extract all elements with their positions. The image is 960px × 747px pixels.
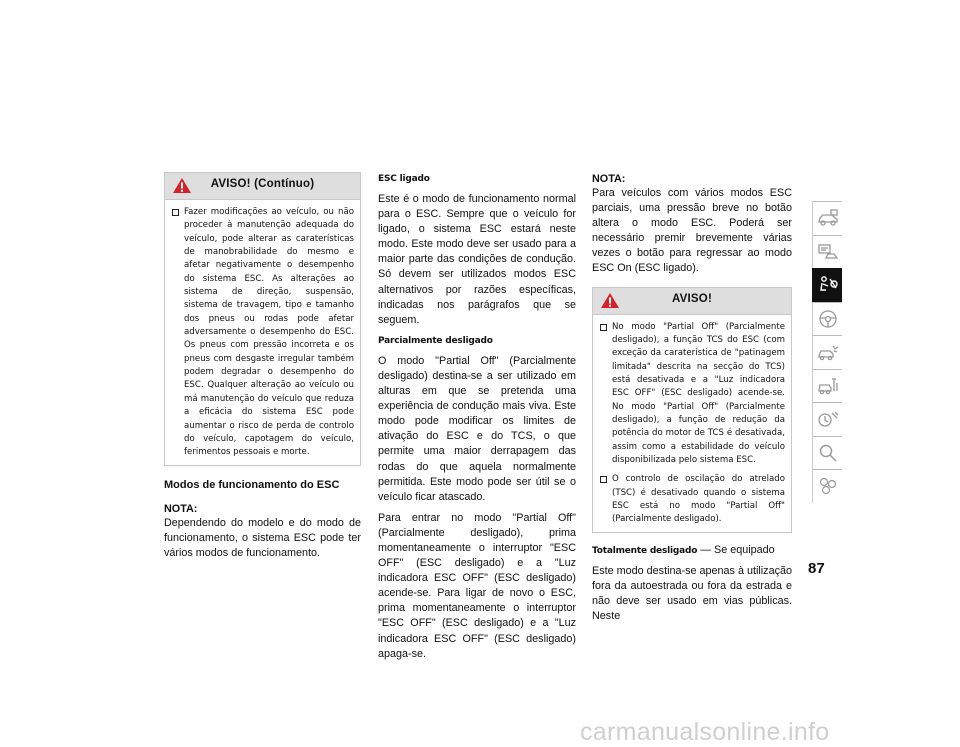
tab-service[interactable]	[812, 402, 842, 436]
subheading-full-off: Totalmente desligado	[592, 545, 698, 556]
warning-bullet	[171, 206, 354, 460]
bullet-square-icon	[172, 209, 179, 216]
warning-header	[165, 173, 360, 200]
warning-box-continued	[164, 172, 361, 466]
subheading-esc-on: ESC ligado	[378, 174, 430, 184]
column-left	[164, 172, 361, 561]
tab-dashboard[interactable]	[812, 235, 842, 269]
paragraph-esc-on: Este é o modo de funcionamento normal para o ESC. Sempre que o veículo for ligado, o sistema ESC estará neste modo. Este modo deve ser usado para a maior parte das condições de condução. Só devem ser utilizados modos ESC alternativos por razões específicas, indicadas nos parágrafos que se seguem.	[378, 193, 576, 326]
bullet-square-icon	[600, 324, 607, 331]
note-label: NOTA:	[592, 173, 626, 185]
car-service-icon	[817, 410, 839, 428]
page-number: 87	[808, 560, 825, 577]
tab-safety[interactable]	[812, 268, 842, 302]
tab-maintenance[interactable]	[812, 369, 842, 403]
warning-bullet	[599, 473, 785, 526]
note-text: Para veículos com vários modos ESC parciais, uma pressão breve no botão altera o modo ESC. Poderá ser necessário premir brevemente várias vezes o botão para regressar ao modo ESC On (ESC ligado).	[592, 187, 792, 275]
paragraph-full-off: Este modo destina-se apenas à utilização fora da autoestrada ou fora da estrada e não deve ser usado em vias públicas. Neste	[592, 564, 792, 622]
warning-body	[593, 315, 791, 532]
warning-bullet-text: Fazer modificações ao veículo, ou não proceder à manutenção adequada do veículo, pode alterar as caraterísticas de manobrabilidade do mesmo e afetar negativamente o desempenho do sistema ESC. As alterações ao sistema de direção, suspensão, sistema de travagem, tipo e tamanho dos pneus ou rodas pode afetar adversamente o desempenho do ESC. Os pneus com pressão incorreta e os pneus com desgaste irregular também podem degradar o desempenho do ESC. Qualquer alteração ao veículo ou má manutenção do veículo que reduza a eficácia do sistema ESC pode aumentar o risco de perda de controlo do veículo, capotagem do veículo, ferimentos pessoais e morte.	[184, 207, 354, 458]
car-maintenance-icon	[817, 377, 839, 395]
column-middle	[378, 172, 576, 662]
warning-bullet	[599, 321, 785, 468]
car-crash-icon	[817, 343, 839, 361]
tab-driving[interactable]	[812, 302, 842, 336]
subheading-full-off-line	[592, 543, 792, 559]
subheading-partial-off: Parcialmente desligado	[378, 335, 493, 346]
warning-title: AVISO! (Contínuo)	[210, 178, 315, 190]
chapter-tabs	[812, 201, 842, 503]
warning-title: AVISO!	[672, 292, 712, 305]
multilanguage-icon	[817, 476, 839, 496]
warning-box	[592, 287, 792, 533]
warning-bullet-text: O controlo de oscilação do atrelado (TSC) é desativado quando o sistema ESC está no modo "Partial Off" (Parcialmente desligado).	[612, 474, 785, 525]
paragraph-enter-partial-off: Para entrar no modo "Partial Off" (Parcialmente desligado), prima momentaneamente o interruptor "ESC OFF" (ESC desligado) e a "Luz indicadora ESC OFF" (ESC desligado) acende-se. Para ligar de novo o ESC, prima momentaneamente o interruptor "ESC OFF" (ESC desligado) e a "Luz indicadora ESC OFF" (ESC desligado) apaga-se.	[378, 511, 576, 660]
steering-wheel-icon	[817, 309, 839, 329]
subheading-suffix: — Se equipado	[697, 543, 775, 556]
bullet-square-icon	[600, 476, 607, 483]
warning-body	[165, 200, 360, 465]
tab-search[interactable]	[812, 436, 842, 470]
tab-car-info[interactable]	[812, 201, 842, 235]
dashboard-message-icon	[817, 243, 839, 261]
note-label: NOTA:	[164, 502, 198, 515]
car-info-icon	[817, 209, 839, 227]
section-heading: Modos de funcionamento do ESC	[164, 478, 340, 491]
search-icon	[817, 443, 839, 463]
warning-bullet-text: No modo "Partial Off" (Parcialmente desligado), a função TCS do ESC (com exceção da caraterística de "patinagem limitada" descrita na secção do TCS) está desativada e a "Luz indicadora ESC OFF" (ESC desligado) acende-se. No modo "Partial Off" (Parcialmente desligado), a função de redução da potência do motor de TCS é desativada, assim como a estabilidade do veículo disponibilizada pelo sistema ESC.	[612, 321, 785, 465]
column-right	[592, 172, 792, 624]
tab-languages[interactable]	[812, 469, 842, 503]
tab-emergency[interactable]	[812, 335, 842, 369]
airbag-safety-icon	[817, 275, 839, 295]
watermark: carmanualsonline.info	[580, 718, 830, 746]
note-text: Dependendo do modelo e do modo de funcionamento, o sistema ESC pode ter vários modos de funcionamento.	[164, 516, 361, 559]
paragraph-partial-off: O modo "Partial Off" (Parcialmente desligado) destina-se a ser utilizado em alturas em que se pretenda uma experiência de condução mais viva. Este modo pode modificar os limites de ativação do ESC e do TCS, o que permite uma maior derrapagem das rodas do que aquela normalmente permitida. Este modo pode ser útil se o veículo ficar atascado.	[378, 354, 576, 503]
warning-header	[593, 288, 791, 315]
